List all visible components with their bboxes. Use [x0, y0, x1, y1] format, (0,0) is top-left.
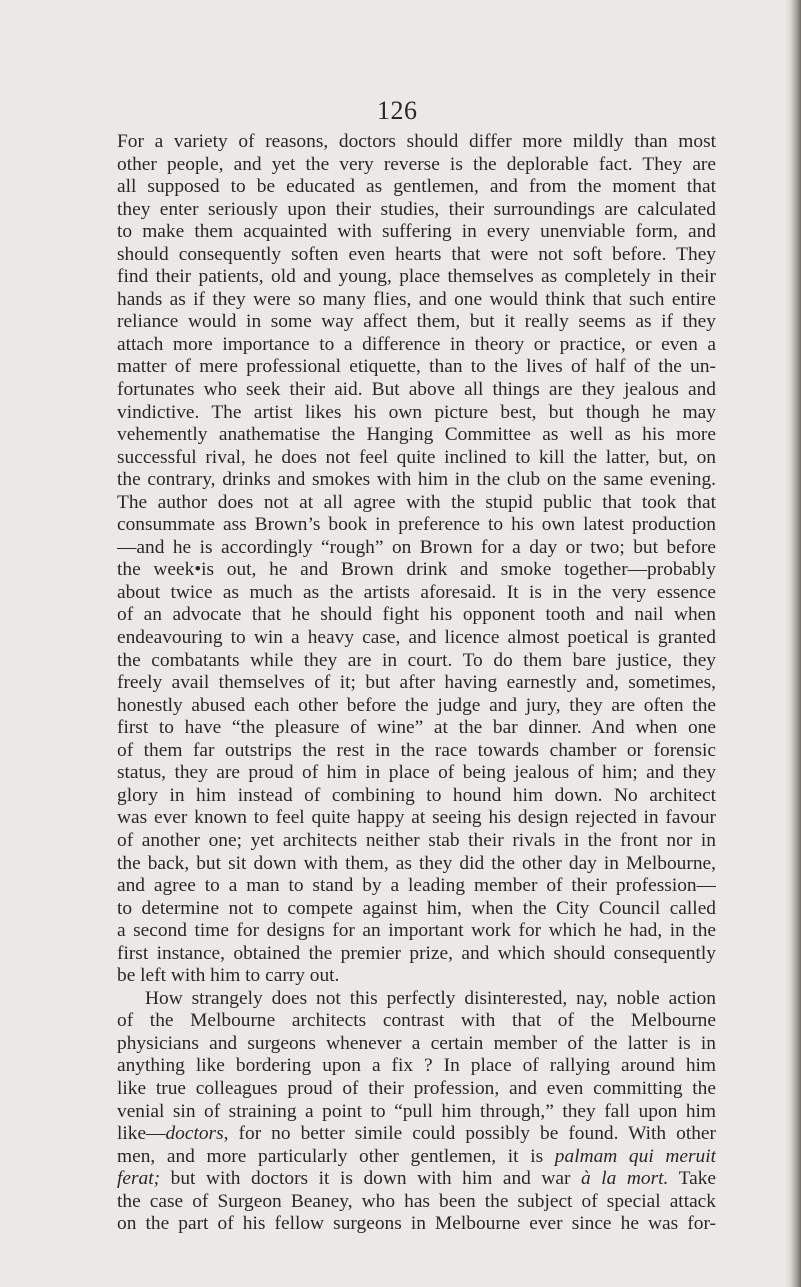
text-line: first instance, obtained the premier prize, and which should consequently — [117, 942, 716, 964]
text-line: venial sin of straining a point to “pull him through,” they fall upon him — [117, 1100, 716, 1122]
text-line: of another one; yet architects neither stab their rivals in the front nor in — [117, 829, 716, 851]
text-line: be left with him to carry out. — [117, 965, 340, 987]
text-line: fortunates who seek their aid. But above all things are they jealous and — [117, 379, 716, 401]
text-line — [117, 1168, 716, 1191]
text-line: consummate ass Brown’s book in preference to his own latest production — [117, 514, 716, 536]
text-line: successful rival, he does not feel quite inclined to kill the latter, but, on — [117, 446, 716, 468]
page-edge-shadow — [785, 0, 801, 1287]
italic-text: ferat; — [117, 1168, 161, 1190]
text-line: to make them acquainted with suffering in every unenviable form, and — [117, 221, 716, 243]
text-line: the case of Surgeon Beaney, who has been the subject of special attack — [117, 1190, 716, 1212]
italic-text: palmam qui meruit — [554, 1145, 716, 1167]
text-line: to determine not to compete against him, when the City Council called — [117, 897, 716, 919]
text-line: and agree to a man to stand by a leading member of their profession— — [117, 875, 716, 897]
text-line: matter of mere professional etiquette, than to the lives of half of the un- — [117, 356, 716, 378]
text-line: For a variety of reasons, doctors should differ more mildly than most — [117, 131, 716, 152]
text-line: should consequently soften even hearts that were not soft before. They — [117, 243, 716, 265]
text-line: glory in him instead of combining to hound him down. No architect — [117, 784, 716, 806]
text-line: all supposed to be educated as gentlemen, and from the moment that — [117, 176, 716, 198]
text-line — [117, 1123, 716, 1146]
text-line: endeavouring to win a heavy case, and licence almost poetical is granted — [117, 627, 716, 649]
text-line: physicians and surgeons whenever a certain member of the latter is in — [117, 1032, 716, 1054]
text-line: anything like bordering upon a fix ? In place of rallying around him — [117, 1055, 716, 1077]
text-line: other people, and yet the very reverse is the deplorable fact. They are — [117, 153, 716, 175]
text-line: vehemently anathematise the Hanging Committee as well as his more — [117, 424, 716, 446]
text-line: a second time for designs for an important work for which he had, in the — [117, 920, 716, 942]
text-line: attach more importance to a difference in theory or practice, or even a — [117, 333, 716, 355]
text-segment: men, and more particularly other gentlemen, it is — [117, 1145, 555, 1167]
text-segment: but with doctors it is down with him and war — [160, 1168, 582, 1190]
text-line: find their patients, old and young, place themselves as completely in their — [117, 266, 716, 288]
text-line: How strangely does not this perfectly disinterested, nay, noble action — [145, 987, 716, 1009]
text-line: like true colleagues proud of their profession, and even committing the — [117, 1077, 716, 1099]
text-line: on the part of his fellow surgeons in Melbourne ever since he was for- — [117, 1213, 716, 1235]
text-line: reliance would in some way affect them, but it really seems as if they — [117, 311, 716, 333]
text-line: the contrary, drinks and smokes with him in the club on the same evening. — [117, 469, 716, 491]
text-line: The author does not at all agree with the stupid public that took that — [117, 491, 716, 513]
text-line: of them far outstrips the rest in the race towards chamber or forensic — [117, 739, 716, 761]
text-segment: , for no better simile could possibly be found. With other — [223, 1123, 716, 1145]
text-line: was ever known to feel quite happy at seeing his design rejected in favour — [117, 807, 716, 829]
text-line: of the Melbourne architects contrast with that of the Melbourne — [117, 1010, 716, 1032]
text-line: —and he is accordingly “rough” on Brown for a day or two; but before — [117, 536, 716, 558]
text-line: vindictive. The artist likes his own picture best, but though he may — [117, 401, 716, 423]
text-segment: Take — [668, 1168, 716, 1190]
text-line: first to have “the pleasure of wine” at the bar dinner. And when one — [117, 717, 716, 739]
text-line: status, they are proud of him in place of being jealous of him; and they — [117, 762, 716, 784]
italic-text: à la mort. — [581, 1168, 669, 1190]
page-number: 126 — [377, 96, 418, 125]
text-line: freely avail themselves of it; but after having earnestly and, sometimes, — [117, 672, 716, 694]
text-line: the back, but sit down with them, as they did the other day in Melbourne, — [117, 852, 716, 874]
italic-text: doctors — [165, 1123, 224, 1145]
text-line: honestly abused each other before the judge and jury, they are often the — [117, 694, 716, 716]
text-line: the week•is out, he and Brown drink and smoke together—probably — [117, 559, 716, 581]
body-text — [117, 131, 716, 1236]
text-line: of an advocate that he should fight his opponent tooth and nail when — [117, 604, 716, 626]
text-line: hands as if they were so many flies, and one would think that such entire — [117, 288, 716, 310]
text-line: they enter seriously upon their studies, their surroundings are calculated — [117, 198, 716, 220]
text-line — [117, 1146, 716, 1169]
text-segment: like— — [117, 1123, 166, 1145]
text-line: the combatants while they are in court. To do them bare justice, they — [117, 649, 716, 671]
text-line: about twice as much as the artists aforesaid. It is in the very essence — [117, 581, 716, 603]
